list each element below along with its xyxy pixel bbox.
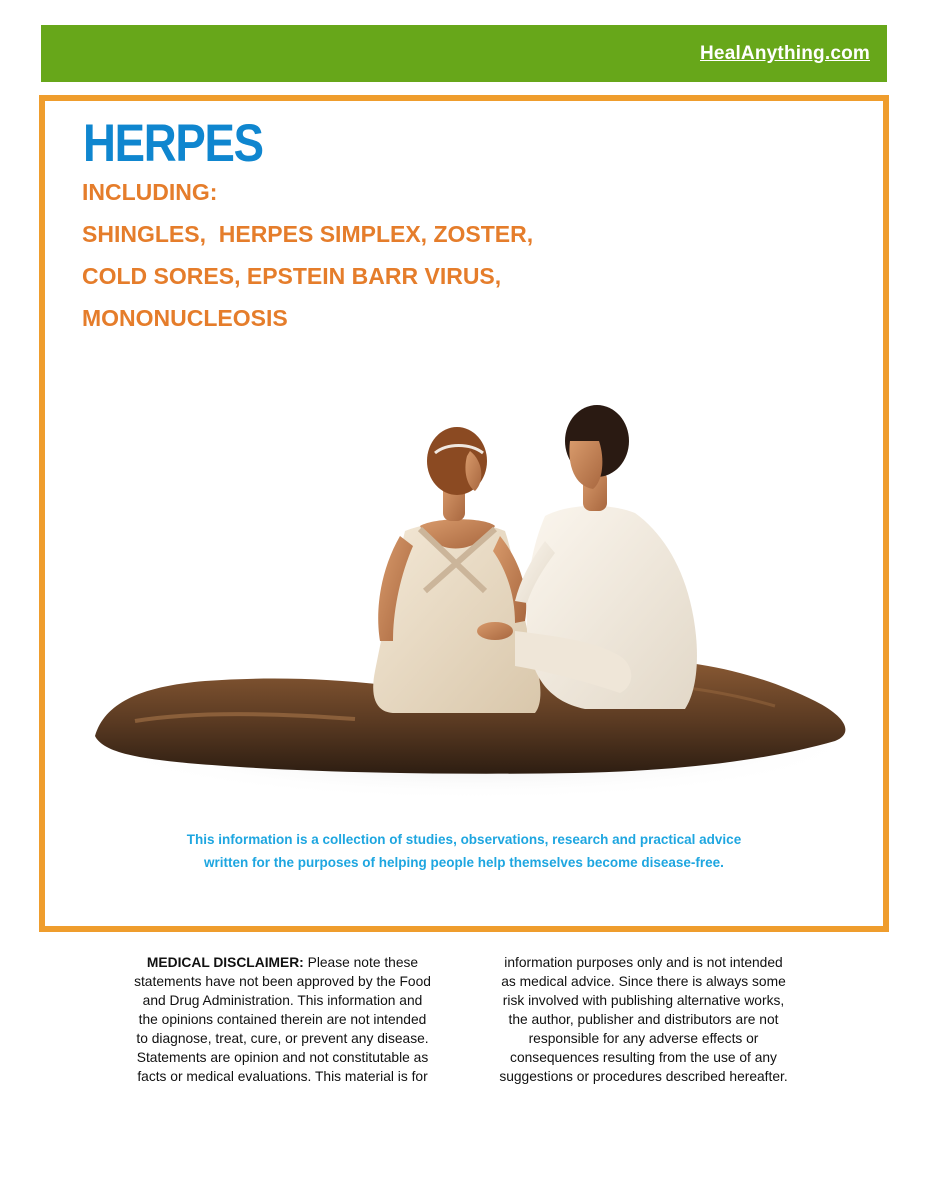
info-line: written for the purposes of helping people help themselves become disease-free. [204,855,724,870]
disclaimer-line: risk involved with publishing alternative works, [502,993,785,1008]
disclaimer-line: suggestions or procedures described hereafter. [499,1069,788,1084]
disclaimer-line: to diagnose, treat, cure, or prevent any disease. [136,1031,429,1046]
disclaimer-line: the author, publisher and distributors are not [508,1012,779,1027]
disclaimer-line: statements have not been approved by the Food [134,974,431,989]
disclaimer-text: Please note these [303,955,419,970]
subtitle-block [82,171,533,339]
disclaimer-line: as medical advice. Since there is always some [501,974,786,989]
subtitle-line: MONONUCLEOSIS [82,305,288,331]
disclaimer-column-left [110,953,455,1086]
disclaimer-label: MEDICAL DISCLAIMER: [146,955,304,970]
info-statement [45,828,883,874]
subtitle-line: COLD SORES, EPSTEIN BARR VIRUS, [82,263,502,289]
subtitle-line: SHINGLES, HERPES SIMPLEX, ZOSTER, [82,221,534,247]
disclaimer-line: responsible for any adverse effects or [528,1031,759,1046]
cover-frame [39,95,889,932]
page-title: HERPES [83,114,263,173]
disclaimer-line [110,953,455,972]
disclaimer-line: consequences resulting from the use of any [510,1050,777,1065]
disclaimer-line: the opinions contained therein are not intended [138,1012,427,1027]
site-link[interactable]: HealAnything.com [700,43,870,64]
info-line: This information is a collection of studies, observations, research and practical advice [186,832,742,847]
disclaimer-line: and Drug Administration. This information and [142,993,423,1008]
disclaimer-line: information purposes only and is not intended [504,955,783,970]
header-bar [41,25,887,82]
disclaimer-column-right [471,953,816,1086]
couple-photo [75,341,865,796]
disclaimer-line: Statements are opinion and not constitutable as [136,1050,429,1065]
subtitle-line: INCLUDING: [82,179,218,205]
disclaimer-line: facts or medical evaluations. This material is for [137,1069,428,1084]
